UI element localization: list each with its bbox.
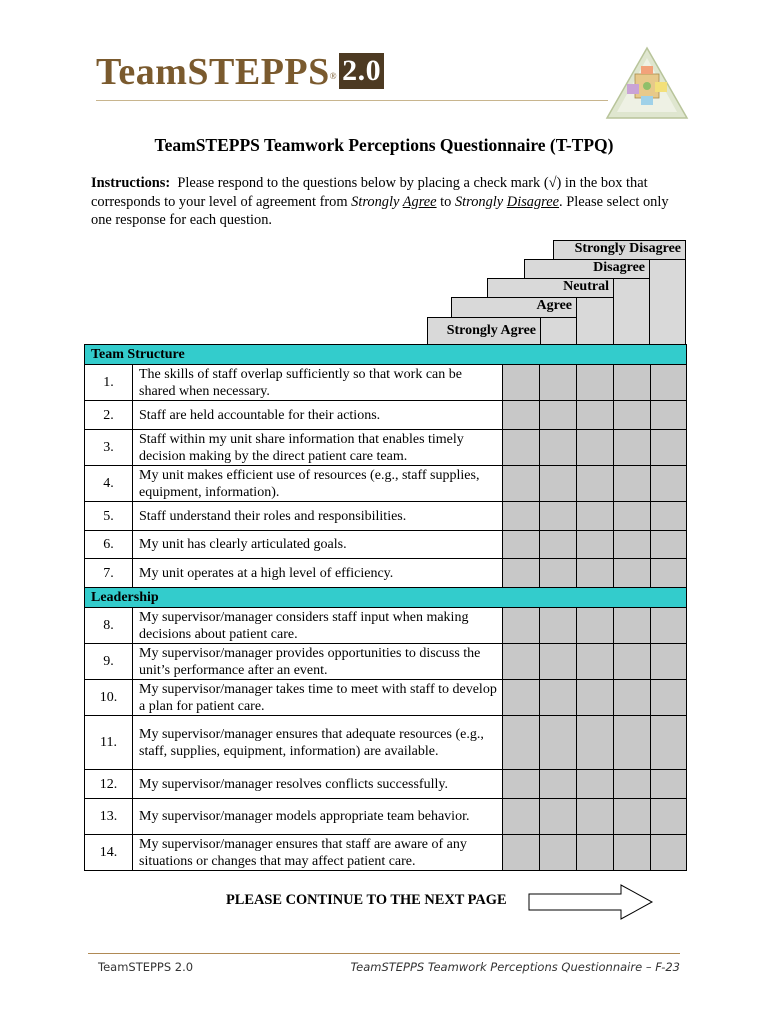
disagree-checkbox[interactable] — [614, 531, 651, 559]
strongly-agree-checkbox[interactable] — [503, 835, 540, 871]
scale-label: Disagree — [593, 260, 645, 275]
strongly-agree-checkbox[interactable] — [503, 608, 540, 644]
disagree-checkbox[interactable] — [614, 835, 651, 871]
scale-header-disagree — [524, 259, 650, 279]
strongly-disagree-checkbox[interactable] — [651, 644, 687, 680]
instructions-strongly: Strongly — [454, 193, 507, 210]
disagree-checkbox[interactable] — [614, 799, 651, 835]
agree-checkbox[interactable] — [540, 401, 577, 430]
strongly-disagree-checkbox[interactable] — [651, 680, 687, 716]
question-number: 9. — [85, 644, 133, 680]
question-text: My supervisor/manager considers staff input when making decisions about patient care. — [133, 608, 503, 644]
agree-checkbox[interactable] — [540, 680, 577, 716]
agree-checkbox[interactable] — [540, 716, 577, 770]
instructions-label: Instructions: — [91, 175, 171, 191]
neutral-checkbox[interactable] — [577, 502, 614, 531]
question-number: 8. — [85, 608, 133, 644]
scale-column-neutral — [576, 297, 614, 345]
disagree-checkbox[interactable] — [614, 365, 651, 401]
question-text: My unit operates at a high level of efficiency. — [133, 559, 503, 588]
neutral-checkbox[interactable] — [577, 531, 614, 559]
scale-label: Agree — [536, 298, 572, 313]
neutral-checkbox[interactable] — [577, 770, 614, 799]
scale-header-neutral — [487, 278, 614, 298]
disagree-checkbox[interactable] — [614, 466, 651, 502]
question-text: Staff are held accountable for their actions. — [133, 401, 503, 430]
agree-checkbox[interactable] — [540, 430, 577, 466]
question-number: 14. — [85, 835, 133, 871]
strongly-agree-checkbox[interactable] — [503, 770, 540, 799]
instructions-text: Please respond to the questions below by placing a check mark (√) in the box that corresponds to your level of agreement from — [91, 175, 648, 210]
question-number: 11. — [85, 716, 133, 770]
strongly-disagree-checkbox[interactable] — [651, 608, 687, 644]
header-rule — [96, 100, 608, 101]
agree-checkbox[interactable] — [540, 531, 577, 559]
footer-right: TeamSTEPPS Teamwork Perceptions Questionnaire – F-23 — [350, 960, 680, 974]
question-text: My supervisor/manager ensures that staff are aware of any situations or changes that may affect patient care. — [133, 835, 503, 871]
agree-checkbox[interactable] — [540, 365, 577, 401]
disagree-checkbox[interactable] — [614, 502, 651, 531]
neutral-checkbox[interactable] — [577, 430, 614, 466]
instructions-strongly: Strongly — [351, 193, 403, 210]
scale-column-strongly-disagree — [649, 259, 686, 345]
strongly-agree-checkbox[interactable] — [503, 531, 540, 559]
table-row — [85, 365, 687, 401]
table-row — [85, 401, 687, 430]
disagree-checkbox[interactable] — [614, 716, 651, 770]
agree-checkbox[interactable] — [540, 799, 577, 835]
scale-label: Strongly Agree — [446, 323, 536, 338]
strongly-disagree-checkbox[interactable] — [651, 799, 687, 835]
question-number: 13. — [85, 799, 133, 835]
strongly-disagree-checkbox[interactable] — [651, 770, 687, 799]
teamstepps-triangle-logo-icon — [605, 46, 689, 120]
table-row — [85, 608, 687, 644]
table-row — [85, 770, 687, 799]
footer-rule — [88, 953, 680, 954]
version-badge: 2.0 — [339, 53, 384, 89]
agree-checkbox[interactable] — [540, 644, 577, 680]
disagree-checkbox[interactable] — [614, 680, 651, 716]
disagree-checkbox[interactable] — [614, 401, 651, 430]
question-number: 12. — [85, 770, 133, 799]
strongly-disagree-checkbox[interactable] — [651, 716, 687, 770]
question-text: My supervisor/manager models appropriate team behavior. — [133, 799, 503, 835]
disagree-checkbox[interactable] — [614, 770, 651, 799]
strongly-agree-checkbox[interactable] — [503, 716, 540, 770]
table-row — [85, 680, 687, 716]
neutral-checkbox[interactable] — [577, 835, 614, 871]
neutral-checkbox[interactable] — [577, 466, 614, 502]
strongly-agree-checkbox[interactable] — [503, 502, 540, 531]
disagree-checkbox[interactable] — [614, 559, 651, 588]
scale-column-disagree — [613, 278, 650, 345]
strongly-agree-checkbox[interactable] — [503, 559, 540, 588]
strongly-agree-checkbox[interactable] — [503, 644, 540, 680]
registered-mark: ® — [329, 71, 338, 81]
question-number: 1. — [85, 365, 133, 401]
neutral-checkbox[interactable] — [577, 401, 614, 430]
agree-checkbox[interactable] — [540, 770, 577, 799]
section-header-team-structure: Team Structure — [85, 345, 687, 365]
agree-checkbox[interactable] — [540, 559, 577, 588]
neutral-checkbox[interactable] — [577, 365, 614, 401]
question-text: Staff within my unit share information that enables timely decision making by the direct patient care team. — [133, 430, 503, 466]
question-text: My supervisor/manager takes time to meet with staff to develop a plan for patient care. — [133, 680, 503, 716]
right-arrow-icon — [528, 884, 654, 920]
table-row — [85, 835, 687, 871]
table-row — [85, 466, 687, 502]
strongly-agree-checkbox[interactable] — [503, 680, 540, 716]
strongly-disagree-checkbox[interactable] — [651, 835, 687, 871]
scale-header-strongly-disagree — [553, 240, 686, 260]
strongly-disagree-checkbox[interactable] — [651, 531, 687, 559]
question-number: 10. — [85, 680, 133, 716]
question-text: Staff understand their roles and responsibilities. — [133, 502, 503, 531]
strongly-agree-checkbox[interactable] — [503, 466, 540, 502]
strongly-agree-checkbox[interactable] — [503, 799, 540, 835]
neutral-checkbox[interactable] — [577, 608, 614, 644]
scale-column-agree — [540, 317, 577, 345]
agree-checkbox[interactable] — [540, 608, 577, 644]
strongly-disagree-checkbox[interactable] — [651, 401, 687, 430]
question-text: My supervisor/manager resolves conflicts successfully. — [133, 770, 503, 799]
instructions-agree: Agree — [402, 193, 437, 210]
question-text: My unit makes efficient use of resources (e.g., staff supplies, equipment, information). — [133, 466, 503, 502]
strongly-agree-checkbox[interactable] — [503, 430, 540, 466]
instructions — [91, 174, 681, 230]
table-row — [85, 531, 687, 559]
strongly-disagree-checkbox[interactable] — [651, 365, 687, 401]
question-text: My supervisor/manager ensures that adequate resources (e.g., staff, supplies, equipment, information) are available. — [133, 716, 503, 770]
page-title: TeamSTEPPS Teamwork Perceptions Questionnaire (T-TPQ) — [154, 135, 614, 155]
question-number: 6. — [85, 531, 133, 559]
scale-label: Neutral — [563, 279, 609, 294]
scale-label: Strongly Disagree — [574, 241, 681, 256]
question-number: 7. — [85, 559, 133, 588]
strongly-agree-checkbox[interactable] — [503, 401, 540, 430]
disagree-checkbox[interactable] — [614, 430, 651, 466]
scale-header-strongly-agree — [427, 317, 541, 345]
neutral-checkbox[interactable] — [577, 559, 614, 588]
strongly-disagree-checkbox[interactable] — [651, 559, 687, 588]
strongly-agree-checkbox[interactable] — [503, 365, 540, 401]
question-text: The skills of staff overlap sufficiently so that work can be shared when necessary. — [133, 365, 503, 401]
disagree-checkbox[interactable] — [614, 608, 651, 644]
section-header-leadership: Leadership — [85, 588, 687, 608]
question-text: My unit has clearly articulated goals. — [133, 531, 503, 559]
neutral-checkbox[interactable] — [577, 799, 614, 835]
table-row — [85, 799, 687, 835]
table-row — [85, 559, 687, 588]
neutral-checkbox[interactable] — [577, 644, 614, 680]
agree-checkbox[interactable] — [540, 466, 577, 502]
instructions-disagree: Disagree — [506, 193, 560, 210]
table-row — [85, 502, 687, 531]
question-text: My supervisor/manager provides opportunities to discuss the unit’s performance after an event. — [133, 644, 503, 680]
agree-checkbox[interactable] — [540, 835, 577, 871]
footer-left: TeamSTEPPS 2.0 — [98, 960, 194, 974]
instructions-to: to — [436, 193, 455, 210]
brand-name: TeamSTEPPS — [96, 51, 330, 93]
strongly-disagree-checkbox[interactable] — [651, 466, 687, 502]
question-number: 5. — [85, 502, 133, 531]
neutral-checkbox[interactable] — [577, 716, 614, 770]
table-row — [85, 716, 687, 770]
table-row — [85, 430, 687, 466]
continue-notice: PLEASE CONTINUE TO THE NEXT PAGE — [226, 892, 507, 908]
strongly-disagree-checkbox[interactable] — [651, 430, 687, 466]
instructions-text-end: . Please select only one response for each question. — [91, 193, 669, 228]
neutral-checkbox[interactable] — [577, 680, 614, 716]
question-number: 3. — [85, 430, 133, 466]
disagree-checkbox[interactable] — [614, 644, 651, 680]
brand-logo-text — [96, 50, 384, 94]
table-row — [85, 644, 687, 680]
agree-checkbox[interactable] — [540, 502, 577, 531]
strongly-disagree-checkbox[interactable] — [651, 502, 687, 531]
question-number: 4. — [85, 466, 133, 502]
questionnaire-table — [84, 344, 687, 871]
scale-header-agree — [451, 297, 577, 318]
question-number: 2. — [85, 401, 133, 430]
